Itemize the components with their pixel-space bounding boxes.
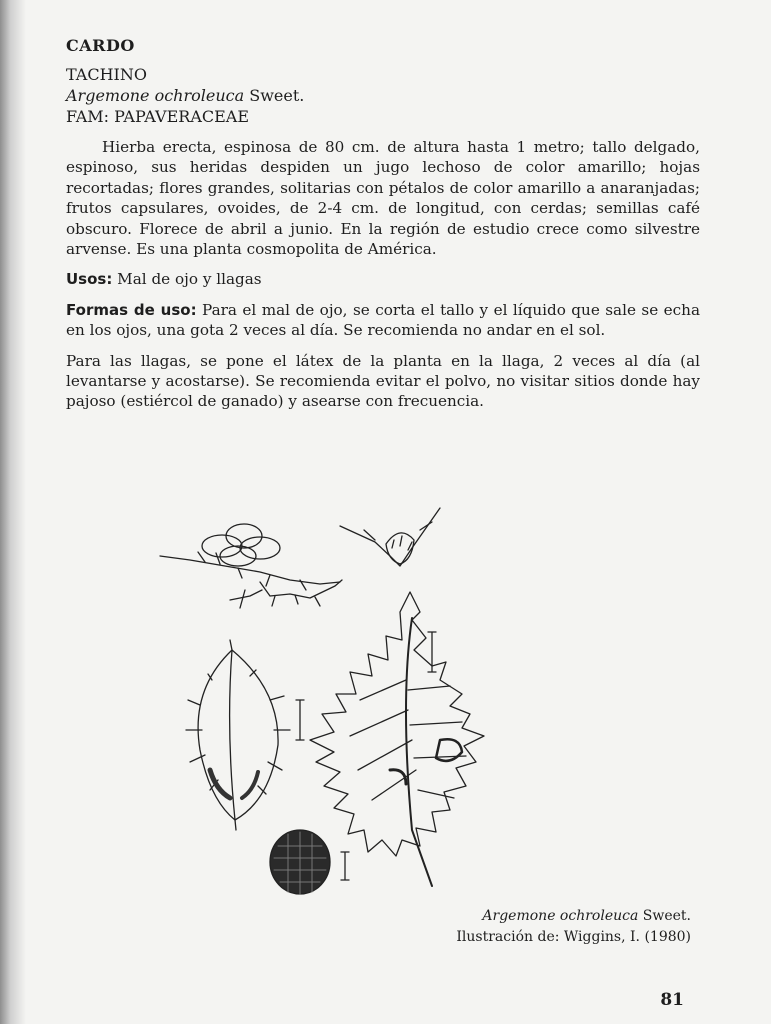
forms-of-use-label: Formas de uso: bbox=[66, 300, 197, 319]
uses-label: Usos: bbox=[66, 270, 113, 289]
caption-author: Sweet. bbox=[642, 908, 691, 924]
seed-drawing bbox=[270, 830, 330, 894]
description-paragraph: Hierba erecta, espinosa de 80 cm. de altura hasta 1 metro; tallo delgado, espinoso, sus heridas despiden un jugo lechoso de color amarillo; hojas recortadas; flores grandes, solitarias con pétalos de color amarillo a anaranjadas; frutos capsulares, ovoides, de 2-4 cm. de longitud, con cerdas; semillas café obscuro. Florece de abril a junio. En la región de estudio crece como silvestre arvense. Es una planta cosmopolita de América. bbox=[66, 138, 700, 259]
text-block bbox=[66, 36, 700, 412]
flower-bud-drawing bbox=[340, 508, 440, 566]
flower-sprig-drawing bbox=[160, 524, 342, 608]
uses-paragraph bbox=[66, 269, 700, 289]
llagas-paragraph: Para las llagas, se pone el látex de la planta en la llaga, 2 veces al día (al levantarse y acostarse). Se recomienda evitar el polvo, no visitar sitios donde hay pajoso (estiércol de ganado) y asearse con frecuencia. bbox=[66, 351, 700, 411]
family-name: FAM: PAPAVERACEAE bbox=[66, 107, 250, 126]
author-name: Sweet. bbox=[249, 86, 305, 105]
page-number: 81 bbox=[660, 990, 684, 1010]
section-title: CARDO bbox=[66, 36, 135, 55]
forms-of-use-text: Para el mal de ojo, se corta el tallo y el líquido que sale se echa en los ojos, una gota 2 veces al día. Se recomienda no andar en el sol. bbox=[66, 300, 701, 340]
spiny-leaf-drawing bbox=[310, 592, 484, 886]
plant-illustration bbox=[150, 500, 510, 910]
caption-credit: Ilustración de: Wiggins, I. (1980) bbox=[456, 929, 691, 945]
uses-text: Mal de ojo y llagas bbox=[117, 270, 262, 289]
forms-of-use-paragraph bbox=[66, 300, 700, 341]
page-binding-shadow bbox=[0, 0, 26, 1024]
fruit-capsule-drawing bbox=[186, 640, 290, 830]
caption-species-line bbox=[391, 906, 691, 927]
figure-caption bbox=[391, 906, 691, 948]
scientific-name: Argemone ochroleuca bbox=[66, 86, 245, 105]
common-name: TACHINO bbox=[66, 65, 147, 84]
scientific-name-line bbox=[66, 85, 700, 106]
caption-scientific-name: Argemone ochroleuca bbox=[482, 908, 639, 924]
